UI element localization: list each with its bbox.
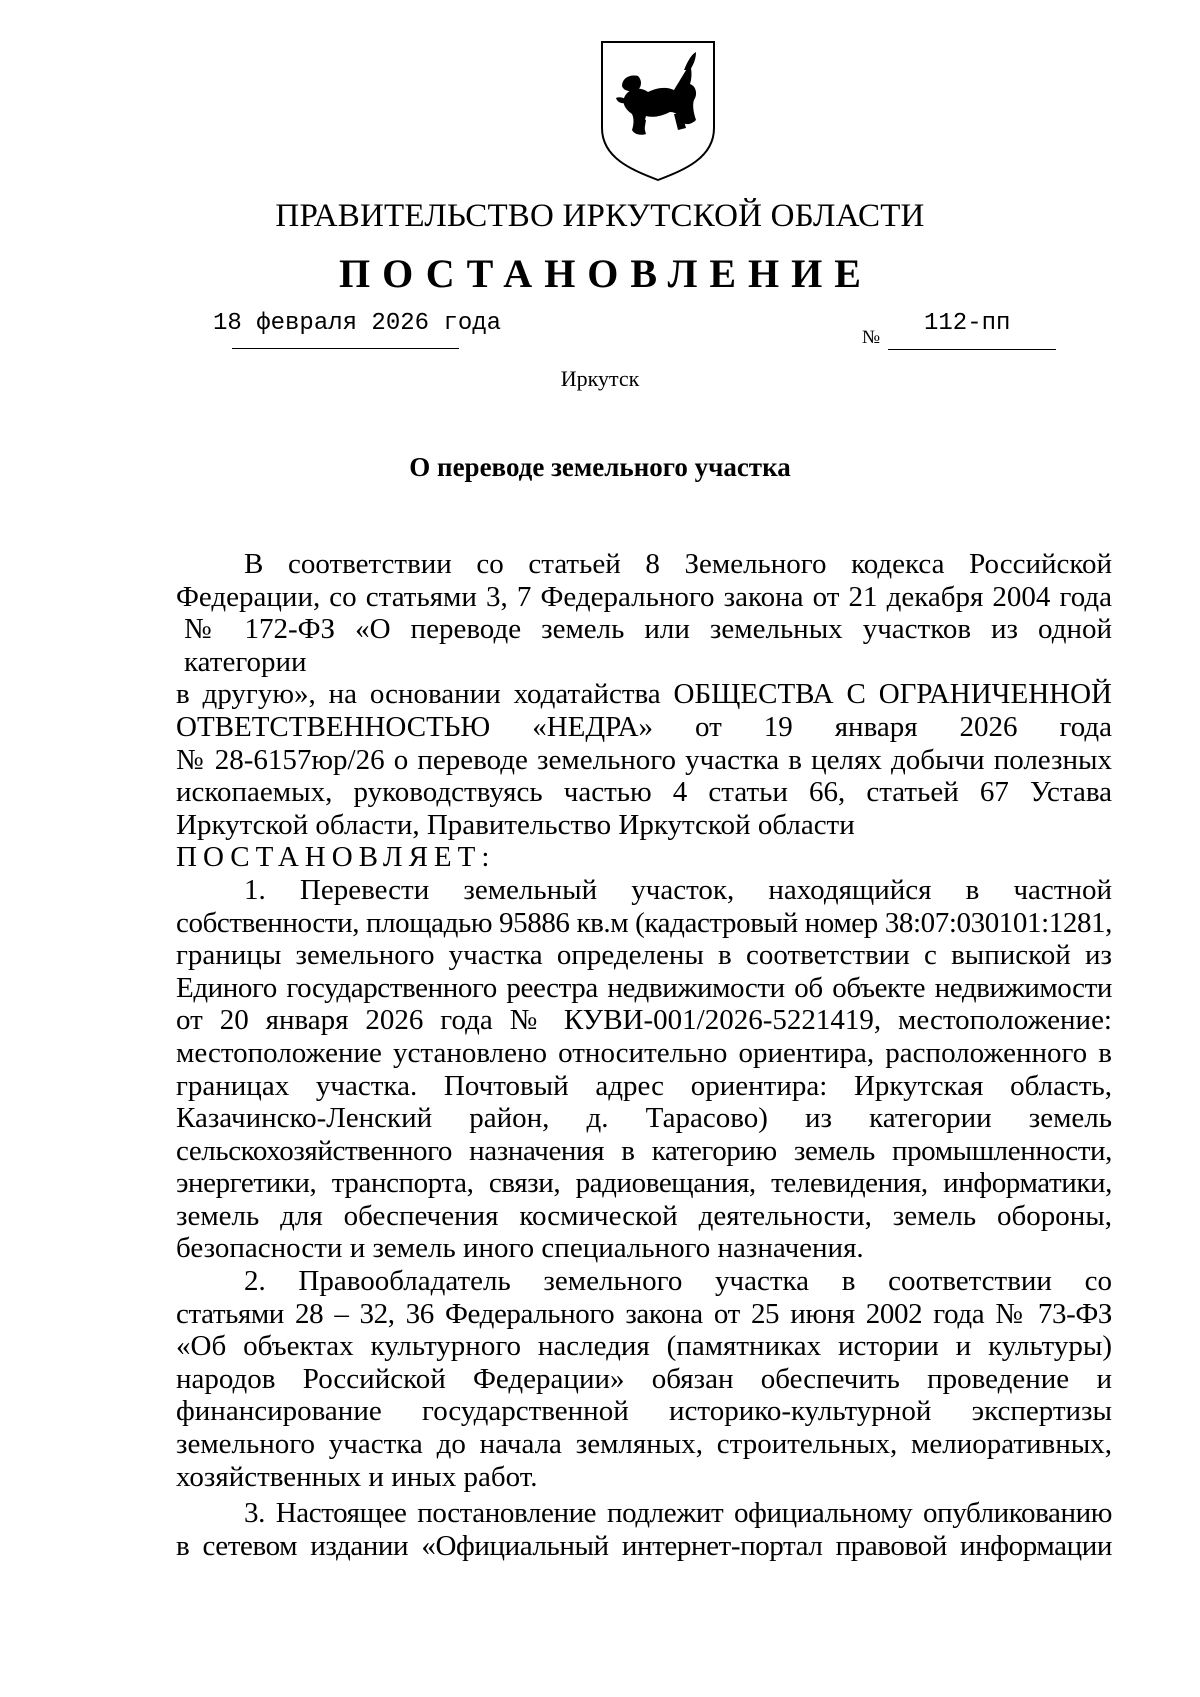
- document-date: 18 февраля 2026 года: [213, 310, 502, 337]
- preamble-line: В соответствии со статьей 8 Земельного кодекса Российской: [244, 548, 1112, 580]
- document-type-title: ПОСТАНОВЛЕНИЕ: [339, 251, 873, 296]
- item-3-line: 3. Настоящее постановление подлежит официальному опубликованию: [244, 1497, 1112, 1530]
- preamble-line: ископаемых, руководствуясь частью 4 статьи 66, статьей 67 Устава: [176, 776, 1112, 809]
- city-name: Иркутск: [560, 366, 640, 391]
- number-underline: [888, 349, 1056, 350]
- preamble-line: ОТВЕТСТВЕННОСТЬЮ «НЕДРА» от 19 января 2026 года: [176, 710, 1112, 743]
- government-title: ПРАВИТЕЛЬСТВО ИРКУТСКОЙ ОБЛАСТИ: [275, 198, 925, 234]
- item-2-line: «Об объектах культурного наследия (памятниках истории и культуры): [176, 1330, 1112, 1363]
- item-1-line: границах участка. Почтовый адрес ориентира: Иркутская область,: [176, 1069, 1112, 1102]
- item-1-line: местоположение установлено относительно ориентира, расположенного в: [176, 1036, 1112, 1069]
- item-2-line: статьями 28 – 32, 36 Федерального закона от 25 июня 2002 года № 73-ФЗ: [176, 1297, 1112, 1330]
- document-number: 112-пп: [924, 310, 1011, 337]
- item-2-line: хозяйственных и иных работ.: [176, 1460, 538, 1493]
- preamble-line: в другую», на основании ходатайства ОБЩЕСТВА С ОГРАНИЧЕННОЙ: [176, 678, 1112, 711]
- preamble-line: № 172-ФЗ «О переводе земель или земельных участков из одной категории: [184, 613, 1112, 678]
- item-1-line: границы земельного участка определены в соответствии с выпиской из: [176, 939, 1112, 972]
- item-2-line: финансирование государственной историко-культурной экспертизы: [176, 1395, 1112, 1428]
- item-1-line: 1. Перевести земельный участок, находящийся в частной: [244, 873, 1112, 906]
- item-1-line: сельскохозяйственного назначения в категорию земель промышленности,: [176, 1134, 1112, 1167]
- preamble-line: Федерации, со статьями 3, 7 Федерального закона от 21 декабря 2004 года: [176, 580, 1112, 613]
- item-1-line: от 20 января 2026 года № КУВИ-001/2026-5221419, местоположение:: [176, 1004, 1112, 1037]
- item-1-line: энергетики, транспорта, связи, радиовещания, телевидения, информатики,: [176, 1167, 1112, 1200]
- item-2-line: земельного участка до начала земляных, строительных, мелиоративных,: [176, 1428, 1112, 1461]
- number-label: №: [862, 327, 881, 348]
- coat-of-arms-emblem: [600, 40, 716, 182]
- item-1-line: Единого государственного реестра недвижимости об объекте недвижимости: [176, 971, 1112, 1004]
- item-3-line: в сетевом издании «Официальный интернет-портал правовой информации: [176, 1529, 1112, 1562]
- preamble-line: Иркутской области, Правительство Иркутской области: [176, 808, 855, 841]
- babr-icon: [616, 52, 696, 135]
- item-1-line: земель для обеспечения космической деятельности, земель обороны,: [176, 1199, 1112, 1232]
- date-underline: [232, 348, 459, 349]
- resolves-heading: ПОСТАНОВЛЯЕТ:: [176, 841, 496, 874]
- document-body: [176, 548, 1112, 1562]
- item-1-line: безопасности и земель иного специального назначения.: [176, 1232, 864, 1265]
- item-2-line: 2. Правообладатель земельного участка в соответствии со: [244, 1265, 1112, 1298]
- preamble-line: № 28-6157юр/26 о переводе земельного участка в целях добычи полезных: [176, 743, 1112, 776]
- item-1-line: собственности, площадью 95886 кв.м (кадастровый номер 38:07:030101:1281,: [176, 906, 1112, 939]
- item-1-line: Казачинско-Ленский район, д. Тарасово) из категории земель: [176, 1102, 1112, 1135]
- item-2-line: народов Российской Федерации» обязан обеспечить проведение и: [176, 1362, 1112, 1395]
- document-subject: О переводе земельного участка: [409, 452, 791, 482]
